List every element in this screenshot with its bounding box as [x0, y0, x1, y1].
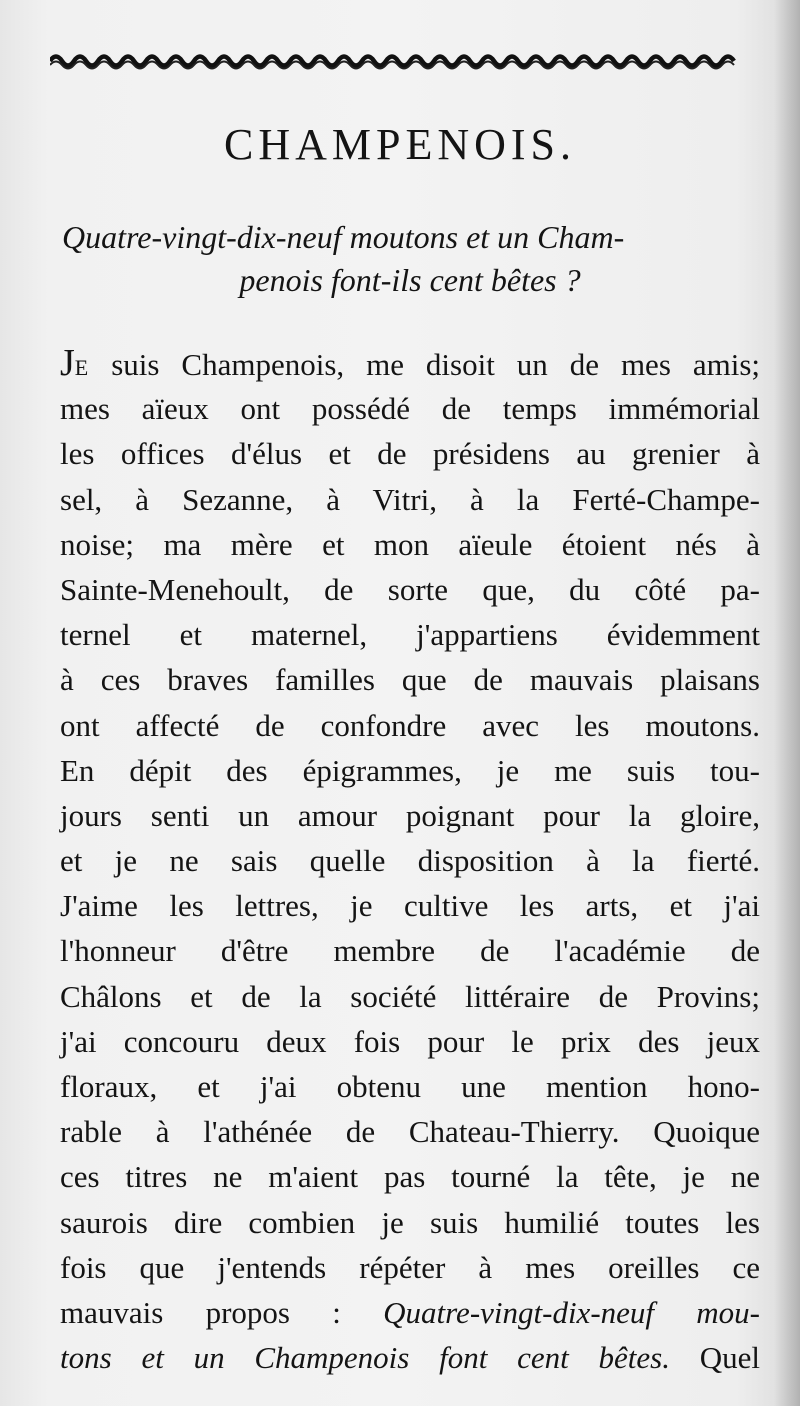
text-line-content: Quel	[669, 1340, 760, 1376]
subtitle-line-2: penois font-ils cent bêtes ?	[239, 262, 581, 298]
text-line: floraux, et j'ai obtenu une mention hono-	[60, 1069, 760, 1104]
chapter-subtitle	[50, 216, 750, 302]
ornamental-rule	[50, 48, 740, 74]
text-line: à ces braves familles que de mauvais plaisans	[60, 662, 760, 698]
italic-quote: Quatre-vingt-dix-neuf mou-	[383, 1294, 760, 1330]
smallcaps-letter: E	[74, 355, 90, 380]
text-line: Sainte-Menehoult, de sorte que, du côté pa-	[60, 571, 760, 607]
body-paragraph	[60, 341, 760, 1380]
text-line	[60, 341, 760, 386]
dropcap-letter: J	[60, 342, 75, 384]
text-line: J'aime les lettres, je cultive les arts, et j'ai	[60, 888, 760, 924]
text-line: mes aïeux ont possédé de temps immémorial	[60, 391, 760, 427]
italic-quote: tons et un Champenois font cent bêtes.	[60, 1340, 670, 1376]
text-line-content: mauvais propos :	[60, 1294, 384, 1330]
text-line: j'ai concouru deux fois pour le prix des jeux	[60, 1023, 760, 1059]
text-line: les offices d'élus et de présidens au grenier à	[60, 436, 760, 472]
text-line: rable à l'athénée de Chateau-Thierry. Quoique	[60, 1114, 760, 1150]
text-line: En dépit des épigrammes, je me suis tou-	[60, 752, 760, 788]
text-line	[60, 1290, 760, 1335]
text-line: saurois dire combien je suis humilié toutes les	[60, 1204, 760, 1240]
text-line: Châlons et de la société littéraire de Provins;	[60, 978, 760, 1014]
text-line: sel, à Sezanne, à Vitri, à la Ferté-Champe-	[60, 481, 760, 517]
text-line-content: suis Champenois, me disoit un de mes amis;	[89, 347, 760, 382]
text-line: jours senti un amour poignant pour la gloire,	[60, 797, 760, 833]
text-line: fois que j'entends répéter à mes oreilles ce	[60, 1249, 760, 1285]
text-line: noise; ma mère et mon aïeule étoient nés à	[60, 526, 760, 562]
text-line: ont affecté de confondre avec les moutons.	[60, 707, 760, 743]
text-line: l'honneur d'être membre de l'académie de	[60, 933, 760, 969]
subtitle-line-1: Quatre-vingt-dix-neuf moutons et un Cham-	[62, 219, 625, 255]
chapter-heading: CHAMPENOIS.	[223, 120, 577, 169]
text-line	[60, 1335, 760, 1380]
text-line: ces titres ne m'aient pas tourné la tête, je ne	[60, 1159, 760, 1195]
text-line: et je ne sais quelle disposition à la fierté.	[60, 843, 760, 879]
text-line: ternel et maternel, j'appartiens évidemment	[60, 617, 760, 653]
